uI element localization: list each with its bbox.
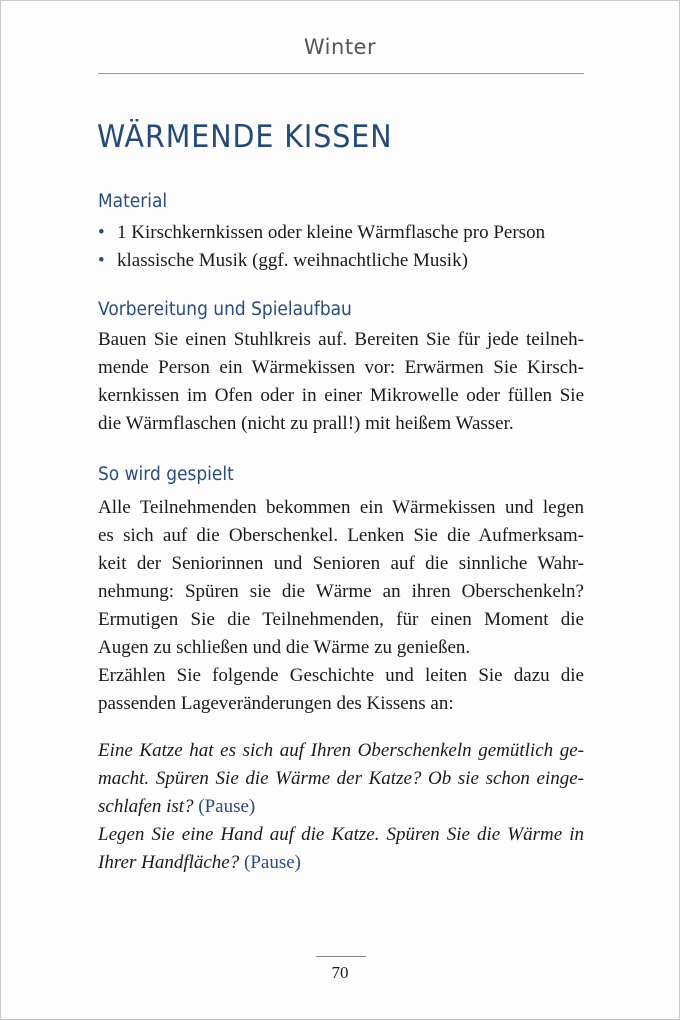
header-divider [98,73,584,74]
text-line: Erzählen Sie folgende Geschichte und leiten Sie dazu die [98,665,584,686]
text-line: Augen zu schließen und die Wärme zu genießen. [98,637,471,658]
text-line: die Wärmflaschen (nicht zu prall!) mit heißem Wasser. [98,413,514,434]
story-line: macht. Spüren Sie die Wärme der Katze? Ob sie schon einge- [98,768,584,789]
text-line: Ermutigen Sie die Teilnehmenden, für einen Moment die [98,609,584,630]
story-line: schlafen ist? (Pause) [98,796,256,817]
material-list [98,219,588,275]
text-line: Bauen Sie einen Stuhlkreis auf. Bereiten Sie für jede teilneh- [98,329,584,350]
text-line: mende Person ein Wärmekissen vor: Erwärmen Sie Kirsch- [98,357,584,378]
bullet-icon: • [98,222,105,243]
gameplay-heading: So wird gespielt [98,464,234,485]
running-head: Winter [303,35,377,59]
text-line: passenden Lageveränderungen des Kissens an: [98,693,454,714]
preparation-heading: Vorbereitung und Spielaufbau [98,299,352,320]
material-heading: Material [98,191,168,212]
text-line: es sich auf die Oberschenkel. Lenken Sie die Aufmerksam- [98,525,584,546]
bullet-icon: • [98,250,105,271]
text-line: nehmung: Spüren sie die Wärme an ihren Oberschenkeln? [98,581,584,602]
pause-marker: (Pause) [244,852,301,873]
text-line: keit der Seniorinnen und Senioren auf die sinnliche Wahr- [98,553,584,574]
story-text [98,737,584,877]
text-line: Alle Teilnehmenden bekommen ein Wärmekissen und legen [98,497,584,518]
preparation-text [98,326,584,438]
story-line: Eine Katze hat es sich auf Ihren Oberschenkeln gemütlich ge- [98,740,584,761]
gameplay-text [98,494,584,718]
story-line: Legen Sie eine Hand auf die Katze. Spüren Sie die Wärme in [98,824,584,845]
list-item: • klassische Musik (ggf. weihnachtliche Musik) [98,247,588,275]
page-number: 70 [331,963,349,982]
page-title: WÄRMENDE KISSEN [97,119,393,155]
text-line: kernkissen im Ofen oder in einer Mikrowelle oder füllen Sie [98,385,584,406]
pause-marker: (Pause) [198,796,256,817]
footer-divider [316,956,366,957]
story-line: Ihrer Handfläche? (Pause) [98,852,301,873]
list-item: • 1 Kirschkernkissen oder kleine Wärmflasche pro Person [98,219,588,247]
